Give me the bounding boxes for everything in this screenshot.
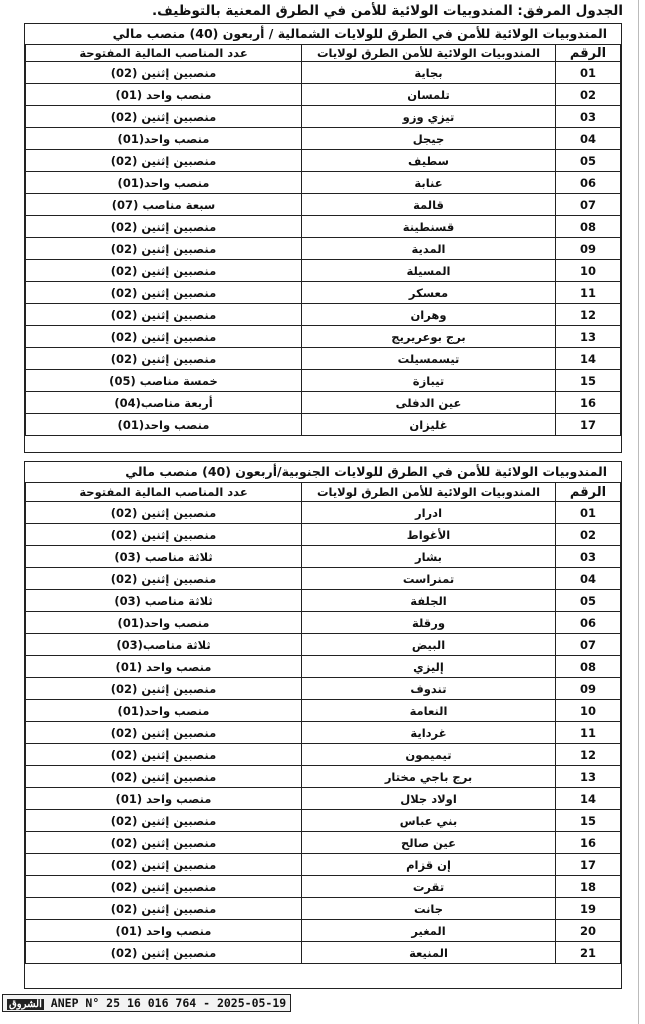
row-wilaya: المنيعة [302,942,556,964]
row-wilaya: تيميمون [302,744,556,766]
row-positions: منصب واحد(01) [26,700,302,722]
row-number: 11 [556,282,621,304]
north-table [25,44,621,436]
table-row [26,546,621,568]
table-row [26,194,621,216]
row-positions: منصبين إثنين (02) [26,722,302,744]
row-positions: سبعة مناصب (07) [26,194,302,216]
row-positions: منصبين إثنين (02) [26,678,302,700]
row-number: 14 [556,788,621,810]
row-wilaya: برج بوعريريج [302,326,556,348]
row-positions: منصبين إثنين (02) [26,766,302,788]
table-row [26,612,621,634]
table-row [26,282,621,304]
table-row [26,656,621,678]
row-wilaya: المسيلة [302,260,556,282]
table-row [26,524,621,546]
row-wilaya: معسكر [302,282,556,304]
row-number: 11 [556,722,621,744]
row-number: 06 [556,612,621,634]
row-positions: منصبين إثنين (02) [26,502,302,524]
row-number: 13 [556,766,621,788]
row-number: 18 [556,876,621,898]
north-section-heading: المندوبيات الولائية للأمن في الطرق للولايات الشمالية / أربعون (40) منصب مالي [112,26,607,41]
row-number: 07 [556,634,621,656]
row-wilaya: ادرار [302,502,556,524]
row-number: 05 [556,150,621,172]
row-wilaya: الأغواط [302,524,556,546]
row-positions: منصب واحد (01) [26,920,302,942]
page-edge [638,0,639,1024]
row-wilaya: المغير [302,920,556,942]
row-wilaya: تقرت [302,876,556,898]
anep-footer [2,994,291,1012]
row-number: 09 [556,678,621,700]
row-positions: منصبين إثنين (02) [26,854,302,876]
row-number: 08 [556,216,621,238]
row-positions: ثلاثة مناصب(03) [26,634,302,656]
table-row [26,722,621,744]
anep-reference: ANEP N° 25 16 016 764 - 2025-05-19 [50,996,287,1010]
row-number: 10 [556,260,621,282]
row-positions: منصبين إثنين (02) [26,326,302,348]
row-positions: منصبين إثنين (02) [26,832,302,854]
table-row [26,788,621,810]
row-positions: منصبين إثنين (02) [26,304,302,326]
row-number: 03 [556,546,621,568]
table-row [26,348,621,370]
table-row [26,260,621,282]
north-table-header-row [26,45,621,62]
table-row [26,502,621,524]
table-row [26,326,621,348]
row-number: 15 [556,370,621,392]
row-wilaya: تيزي وزو [302,106,556,128]
table-row [26,370,621,392]
table-row [26,678,621,700]
row-wilaya: إليزي [302,656,556,678]
table-row [26,854,621,876]
row-number: 01 [556,502,621,524]
row-number: 04 [556,128,621,150]
south-table [25,482,621,964]
header-positions: عدد المناصب المالية المفتوحة [26,45,302,62]
row-positions: خمسة مناصب (05) [26,370,302,392]
row-number: 16 [556,832,621,854]
header-wilaya: المندوبيات الولائية للأمن الطرق لولايات [302,45,556,62]
table-row [26,106,621,128]
row-wilaya: بني عباس [302,810,556,832]
newspaper-logo: الشروق [9,999,42,1010]
row-wilaya: الجلفة [302,590,556,612]
row-number: 04 [556,568,621,590]
header-number: الرقم [556,45,621,62]
row-number: 08 [556,656,621,678]
south-section-heading: المندوبيات الولائية للأمن في الطرق للولايات الجنوبية/أربعون (40) منصب مالي [125,464,607,479]
row-wilaya: تيسمسيلت [302,348,556,370]
row-positions: منصب واحد(01) [26,612,302,634]
row-number: 17 [556,414,621,436]
row-positions: منصب واحد(01) [26,128,302,150]
table-row [26,414,621,436]
table-row [26,876,621,898]
row-positions: منصبين إثنين (02) [26,876,302,898]
row-wilaya: عنابة [302,172,556,194]
row-wilaya: برج باجي مختار [302,766,556,788]
row-wilaya: تندوف [302,678,556,700]
row-number: 12 [556,304,621,326]
table-row [26,172,621,194]
row-wilaya: بجاية [302,62,556,84]
row-positions: منصب واحد(01) [26,172,302,194]
row-wilaya: تمنراست [302,568,556,590]
row-number: 03 [556,106,621,128]
row-wilaya: عين الدفلى [302,392,556,414]
row-number: 07 [556,194,621,216]
table-row [26,810,621,832]
table-row [26,744,621,766]
row-wilaya: ورقلة [302,612,556,634]
table-row [26,304,621,326]
table-row [26,150,621,172]
row-positions: منصبين إثنين (02) [26,568,302,590]
row-wilaya: المدية [302,238,556,260]
row-wilaya: تلمسان [302,84,556,106]
row-wilaya: البيض [302,634,556,656]
row-positions: منصبين إثنين (02) [26,810,302,832]
row-number: 02 [556,524,621,546]
row-number: 02 [556,84,621,106]
table-row [26,942,621,964]
row-wilaya: تيبازة [302,370,556,392]
table-row [26,216,621,238]
row-wilaya: سطيف [302,150,556,172]
row-wilaya: إن قزام [302,854,556,876]
row-number: 14 [556,348,621,370]
row-positions: منصب واحد(01) [26,414,302,436]
row-wilaya: جيجل [302,128,556,150]
row-number: 21 [556,942,621,964]
row-number: 05 [556,590,621,612]
row-number: 19 [556,898,621,920]
row-positions: منصب واحد (01) [26,788,302,810]
row-number: 15 [556,810,621,832]
row-positions: منصبين إثنين (02) [26,238,302,260]
row-positions: منصبين إثنين (02) [26,106,302,128]
south-table-header-row [26,483,621,502]
row-positions: منصبين إثنين (02) [26,942,302,964]
table-row [26,700,621,722]
table-row [26,634,621,656]
table-row [26,238,621,260]
row-positions: منصبين إثنين (02) [26,524,302,546]
row-number: 20 [556,920,621,942]
row-number: 16 [556,392,621,414]
row-wilaya: اولاد جلال [302,788,556,810]
row-number: 09 [556,238,621,260]
row-number: 06 [556,172,621,194]
table-row [26,84,621,106]
row-positions: منصبين إثنين (02) [26,150,302,172]
north-wilayas-section [24,23,622,453]
row-wilaya: وهران [302,304,556,326]
row-positions: أربعة مناصب(04) [26,392,302,414]
row-positions: منصبين إثنين (02) [26,282,302,304]
row-positions: منصبين إثنين (02) [26,216,302,238]
row-positions: منصبين إثنين (02) [26,62,302,84]
row-wilaya: بشار [302,546,556,568]
row-wilaya: غرداية [302,722,556,744]
table-row [26,898,621,920]
row-positions: منصبين إثنين (02) [26,744,302,766]
row-wilaya: جانت [302,898,556,920]
row-positions: منصبين إثنين (02) [26,348,302,370]
row-wilaya: قسنطينة [302,216,556,238]
row-positions: ثلاثة مناصب (03) [26,590,302,612]
table-row [26,128,621,150]
table-row [26,590,621,612]
header-wilaya: المندوبيات الولائية للأمن الطرق لولايات [302,483,556,502]
row-positions: منصبين إثنين (02) [26,898,302,920]
row-positions: منصب واحد (01) [26,84,302,106]
header-number: الرقم [556,483,621,502]
row-positions: منصب واحد (01) [26,656,302,678]
row-wilaya: عين صالح [302,832,556,854]
table-row [26,392,621,414]
table-row [26,62,621,84]
table-row [26,766,621,788]
row-number: 01 [556,62,621,84]
page-title: الجدول المرفق: المندوبيات الولائية للأمن في الطرق المعنية بالتوظيف. [152,3,623,19]
row-wilaya: النعامة [302,700,556,722]
row-positions: منصبين إثنين (02) [26,260,302,282]
table-row [26,920,621,942]
header-positions: عدد المناصب المالية المفتوحة [26,483,302,502]
table-row [26,568,621,590]
table-row [26,832,621,854]
row-wilaya: قالمة [302,194,556,216]
south-wilayas-section [24,461,622,989]
row-number: 17 [556,854,621,876]
row-number: 13 [556,326,621,348]
row-wilaya: غليزان [302,414,556,436]
row-number: 10 [556,700,621,722]
row-number: 12 [556,744,621,766]
row-positions: ثلاثة مناصب (03) [26,546,302,568]
